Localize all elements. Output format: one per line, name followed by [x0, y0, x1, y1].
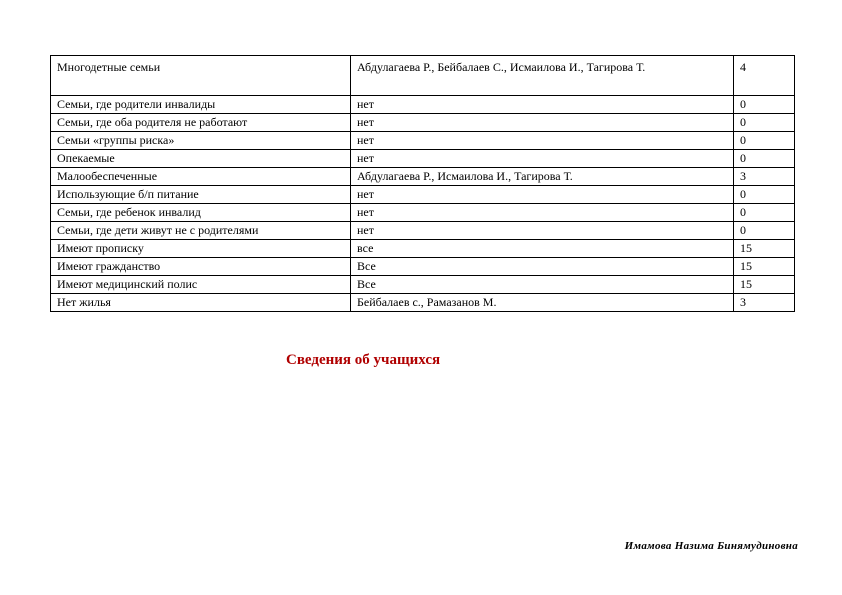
category-cell: Использующие б/п питание	[51, 186, 351, 204]
category-cell: Имеют прописку	[51, 240, 351, 258]
count-cell: 15	[734, 240, 795, 258]
names-cell: нет	[351, 96, 734, 114]
count-cell: 0	[734, 186, 795, 204]
count-cell: 0	[734, 150, 795, 168]
names-cell: Все	[351, 276, 734, 294]
count-cell: 0	[734, 132, 795, 150]
family-info-table	[50, 55, 795, 312]
table-row	[51, 222, 795, 240]
names-cell: Абдулагаева Р., Исмаилова И., Тагирова Т.	[351, 168, 734, 186]
category-cell: Имеют медицинский полис	[51, 276, 351, 294]
category-cell: Семьи, где ребенок инвалид	[51, 204, 351, 222]
category-cell: Нет жилья	[51, 294, 351, 312]
category-cell: Семьи, где дети живут не с родителями	[51, 222, 351, 240]
names-cell: нет	[351, 132, 734, 150]
names-cell: Бейбалаев с., Рамазанов М.	[351, 294, 734, 312]
table-row	[51, 56, 795, 96]
section-heading: Сведения об учащихся	[286, 352, 441, 368]
category-cell: Опекаемые	[51, 150, 351, 168]
table-row	[51, 204, 795, 222]
count-cell: 3	[734, 168, 795, 186]
category-cell: Многодетные семьи	[51, 56, 351, 96]
names-cell: нет	[351, 204, 734, 222]
names-cell: нет	[351, 186, 734, 204]
names-cell: нет	[351, 222, 734, 240]
count-cell: 0	[734, 204, 795, 222]
author-signature: Имамова Назима Бинямудиновна	[624, 540, 798, 552]
names-cell: нет	[351, 150, 734, 168]
count-cell: 0	[734, 222, 795, 240]
category-cell: Малообеспеченные	[51, 168, 351, 186]
names-cell: нет	[351, 114, 734, 132]
category-cell: Семьи, где оба родителя не работают	[51, 114, 351, 132]
count-cell: 15	[734, 276, 795, 294]
table-row	[51, 132, 795, 150]
table-row	[51, 96, 795, 114]
table-row	[51, 276, 795, 294]
table-row	[51, 168, 795, 186]
count-cell: 3	[734, 294, 795, 312]
table-row	[51, 258, 795, 276]
table-row	[51, 114, 795, 132]
table-row	[51, 186, 795, 204]
names-cell: все	[351, 240, 734, 258]
names-cell: Все	[351, 258, 734, 276]
category-cell: Семьи, где родители инвалиды	[51, 96, 351, 114]
category-cell: Семьи «группы риска»	[51, 132, 351, 150]
category-cell: Имеют гражданство	[51, 258, 351, 276]
count-cell: 4	[734, 56, 795, 96]
names-cell: Абдулагаева Р., Бейбалаев С., Исмаилова И., Тагирова Т.	[351, 56, 734, 96]
table-row	[51, 240, 795, 258]
table-row	[51, 294, 795, 312]
count-cell: 0	[734, 114, 795, 132]
table-row	[51, 150, 795, 168]
count-cell: 15	[734, 258, 795, 276]
count-cell: 0	[734, 96, 795, 114]
